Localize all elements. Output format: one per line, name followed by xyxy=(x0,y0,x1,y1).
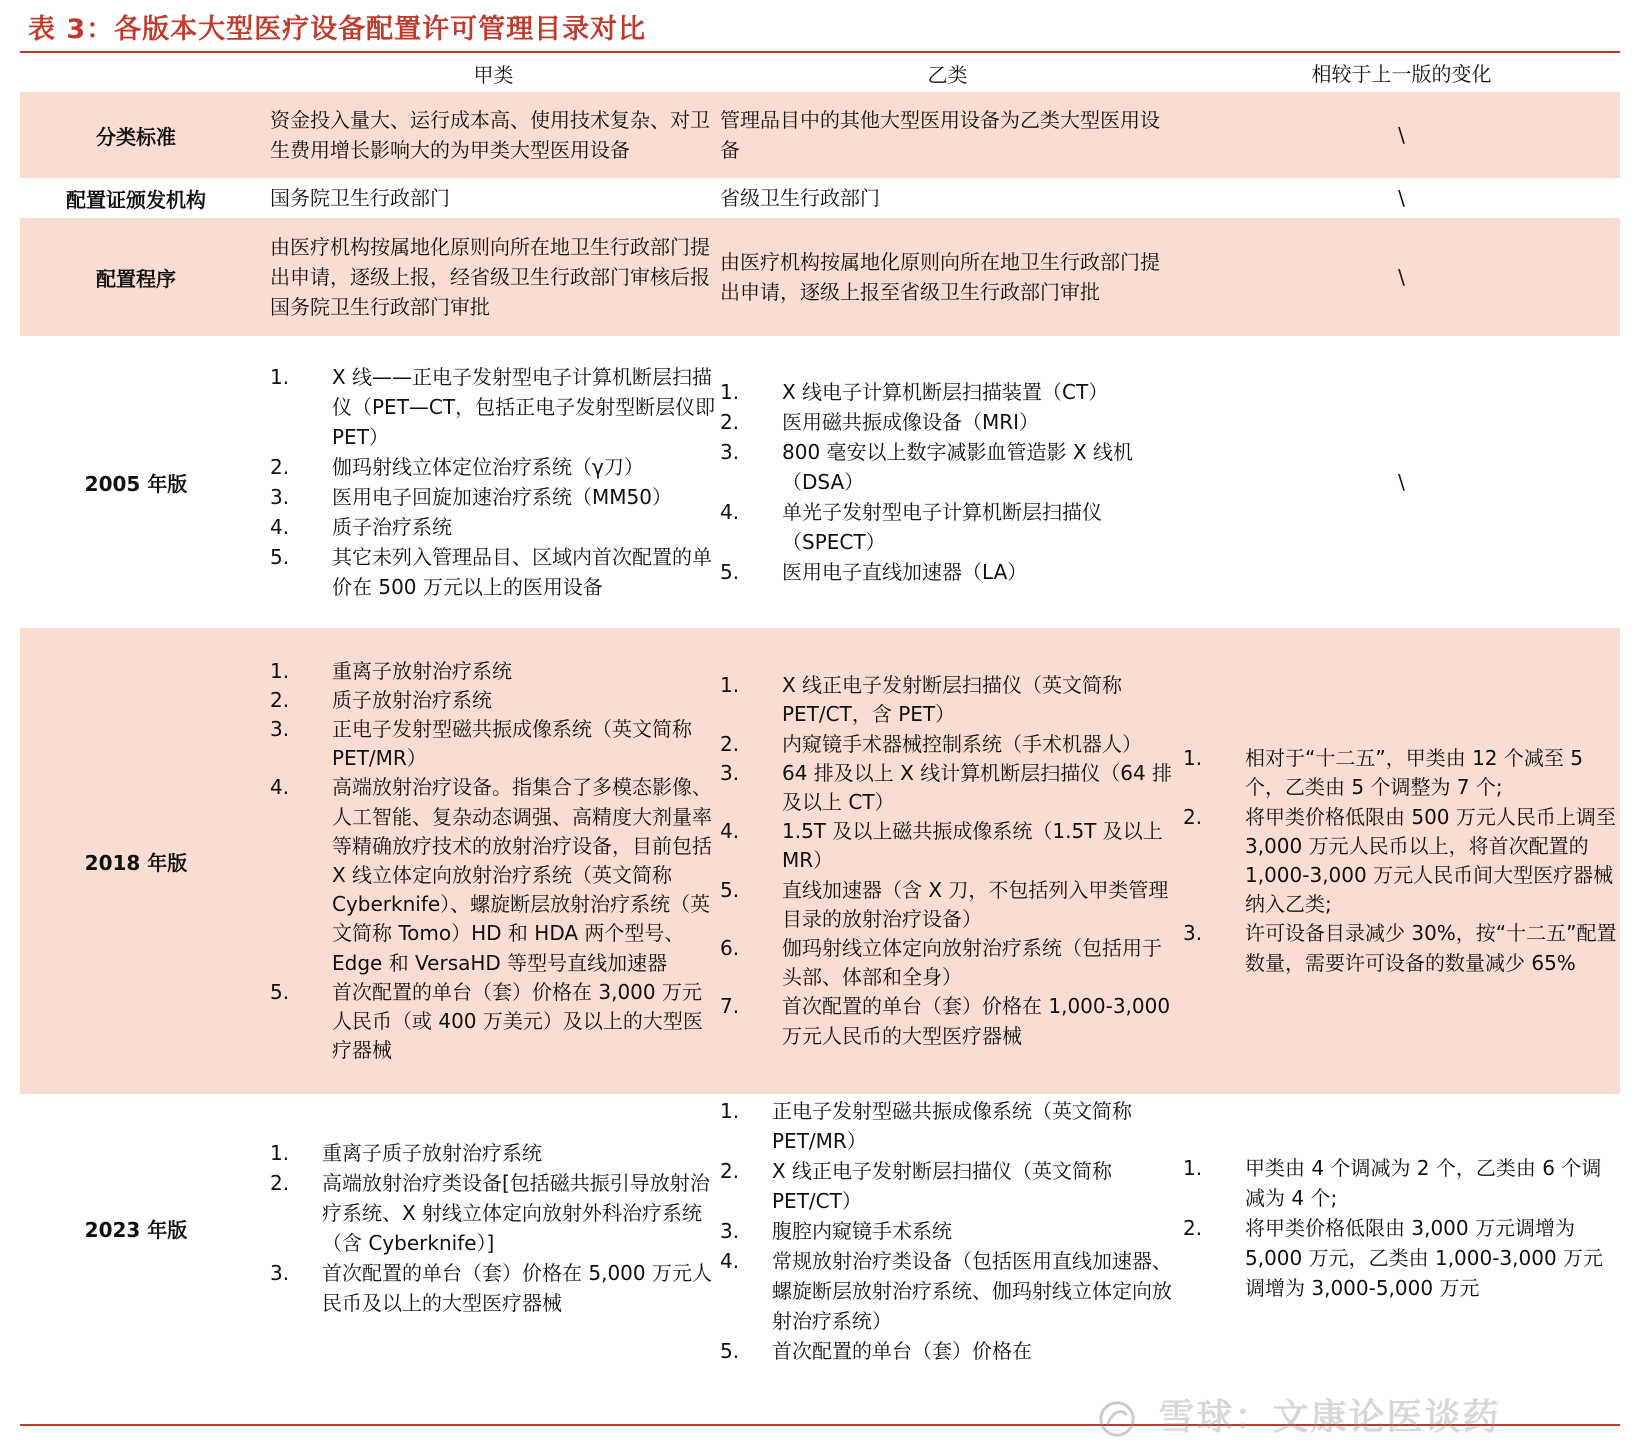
list-item: 5. 直线加速器（含 X 刀，不包括列入甲类管理目录的放射治疗设备） xyxy=(720,877,1169,931)
list-item: 5. 首次配置的单台（套）价格在 xyxy=(720,1339,1032,1363)
list-item: 1. 正电子发射型磁共振成像系统（英文简称 PET/MR） xyxy=(720,1099,1132,1153)
criteria-change: \ xyxy=(1398,123,1405,147)
v2023-change-list xyxy=(1183,1153,1620,1303)
header-jia: 甲类 xyxy=(473,62,514,87)
v2018-yi-list xyxy=(720,671,1175,1051)
list-item: 3. 800 毫安以上数字减影血管造影 X 线机（DSA） xyxy=(720,440,1133,494)
v2005-change: \ xyxy=(1398,470,1405,494)
list-item: 3. 医用电子回旋加速治疗系统（MM50） xyxy=(270,485,672,509)
procedure-change: \ xyxy=(1398,265,1405,289)
list-item: 5. 其它未列入管理品目、区域内首次配置的单价在 500 万元以上的医用设备 xyxy=(270,545,712,599)
v2018-yi-cell xyxy=(720,628,1175,1094)
list-item: 2. 内窥镜手术器械控制系统（手术机器人） xyxy=(720,731,1142,756)
table-title: 表 3：各版本大型医疗设备配置许可管理目录对比 xyxy=(28,14,647,45)
table-row-criteria xyxy=(20,92,1620,178)
list-item: 3. 首次配置的单台（套）价格在 5,000 万元人民币及以上的大型医疗器械 xyxy=(270,1261,712,1315)
list-item: 7. 首次配置的单台（套）价格在 1,000-3,000 万元人民币的大型医疗器械 xyxy=(720,994,1171,1048)
list-item: 1. X 线正电子发射断层扫描仪（英文简称 PET/CT，含 PET） xyxy=(720,673,1123,727)
table-row-2005 xyxy=(20,336,1620,628)
list-item: 2. 质子放射治疗系统 xyxy=(270,687,492,712)
list-item: 2. 伽玛射线立体定位治疗系统（γ刀） xyxy=(270,455,644,479)
row-label: 配置证颁发机构 xyxy=(66,187,206,212)
v2018-change-cell xyxy=(1183,628,1620,1094)
v2023-yi-cell xyxy=(720,1094,1175,1362)
list-item: 2. X 线正电子发射断层扫描仪（英文简称 PET/CT） xyxy=(720,1159,1113,1213)
list-item: 3. 腹腔内窥镜手术系统 xyxy=(720,1219,952,1243)
list-item: 1. X 线电子计算机断层扫描装置（CT） xyxy=(720,380,1109,404)
v2023-change-cell xyxy=(1183,1094,1620,1362)
list-item: 5. 医用电子直线加速器（LA） xyxy=(720,560,1028,584)
table-header-row xyxy=(20,54,1620,92)
table-row-2018 xyxy=(20,628,1620,1094)
v2005-jia-cell xyxy=(270,336,717,628)
list-item: 4. 单光子发射型电子计算机断层扫描仪（SPECT） xyxy=(720,500,1102,554)
v2023-jia-cell xyxy=(270,1094,717,1362)
criteria-yi: 管理品目中的其他大型医用设备为乙类大型医用设备 xyxy=(720,108,1160,162)
v2018-change-list xyxy=(1183,744,1620,978)
list-item: 6. 伽玛射线立体定向放射治疗系统（包括用于头部、体部和全身） xyxy=(720,936,1162,990)
v2005-jia-list xyxy=(270,362,717,602)
row-label: 2018 年版 xyxy=(84,850,188,875)
list-item: 3. 正电子发射型磁共振成像系统（英文简称 PET/MR） xyxy=(270,716,692,771)
table-row-procedure xyxy=(20,218,1620,336)
v2018-jia-cell xyxy=(270,628,717,1094)
list-item: 2. 将甲类价格低限由 500 万元人民币上调至 3,000 万元人民币以上，将首次配置的 1,000-3,000 万元人民币间大型医疗器械纳入乙类; xyxy=(1183,804,1616,917)
list-item: 2. 医用磁共振成像设备（MRI） xyxy=(720,410,1040,434)
list-item: 4. 常规放射治疗类设备（包括医用直线加速器、螺旋断层放射治疗系统、伽玛射线立体定向放射治疗系统） xyxy=(720,1249,1172,1333)
list-item: 1. 重离子放射治疗系统 xyxy=(270,658,512,683)
v2018-jia-list xyxy=(270,657,717,1066)
list-item: 4. 高端放射治疗设备。指集合了多模态影像、人工智能、复杂动态调强、高精度大剂量率等精确放疗技术的放射治疗设备，目前包括 X 线立体定向放射治疗系统（英文简称 Cyberknife）、螺旋断层放射治疗系统（英文简称 Tomo）HD 和 HDA 两个型号、Edge 和 VersaHD 等型号直线加速器 xyxy=(270,775,712,975)
v2023-jia-list xyxy=(270,1138,717,1318)
list-item: 3. 64 排及以上 X 线计算机断层扫描仪（64 排及以上 CT） xyxy=(720,760,1173,814)
list-item: 4. 1.5T 及以上磁共振成像系统（1.5T 及以上 MR） xyxy=(720,819,1163,873)
header-yi: 乙类 xyxy=(927,62,968,87)
v2023-yi-list xyxy=(720,1096,1175,1366)
header-empty xyxy=(20,54,252,92)
snowball-logo-icon xyxy=(1098,1400,1136,1438)
list-item: 1. 相对于“十二五”，甲类由 12 个减至 5 个，乙类由 5 个调整为 7 个; xyxy=(1183,746,1583,800)
issuer-jia: 国务院卫生行政部门 xyxy=(270,186,450,210)
header-change: 相较于上一版的变化 xyxy=(1311,62,1492,86)
list-item: 4. 质子治疗系统 xyxy=(270,515,452,539)
criteria-jia: 资金投入量大、运行成本高、使用技术复杂、对卫生费用增长影响大的为甲类大型医用设备 xyxy=(270,108,710,162)
table-row-issuer xyxy=(20,178,1620,218)
issuer-yi: 省级卫生行政部门 xyxy=(720,186,880,210)
watermark-text: 雪球：文康论医谈药 xyxy=(1158,1397,1501,1438)
procedure-yi: 由医疗机构按属地化原则向所在地卫生行政部门提出申请，逐级上报至省级卫生行政部门审批 xyxy=(720,250,1160,304)
watermark xyxy=(1098,1396,1598,1440)
list-item: 2. 高端放射治疗类设备[包括磁共振引导放射治疗系统、X 射线立体定向放射外科治疗系统（含 Cyberknife）] xyxy=(270,1171,710,1255)
v2005-yi-cell xyxy=(720,336,1175,628)
row-label: 2005 年版 xyxy=(84,471,188,496)
procedure-jia: 由医疗机构按属地化原则向所在地卫生行政部门提出申请，逐级上报，经省级卫生行政部门审核后报国务院卫生行政部门审批 xyxy=(270,235,710,319)
issuer-change: \ xyxy=(1398,186,1405,210)
list-item: 1. 甲类由 4 个调减为 2 个，乙类由 6 个调减为 4 个; xyxy=(1183,1156,1602,1210)
row-label: 分类标准 xyxy=(96,124,176,149)
list-item: 5. 首次配置的单台（套）价格在 3,000 万元人民币（或 400 万美元）及以上的大型医疗器械 xyxy=(270,979,703,1063)
list-item: 1. 重离子质子放射治疗系统 xyxy=(270,1141,542,1165)
list-item: 2. 将甲类价格低限由 3,000 万元调增为 5,000 万元，乙类由 1,000-3,000 万元调增为 3,000-5,000 万元 xyxy=(1183,1216,1604,1300)
list-item: 1. X 线——正电子发射型电子计算机断层扫描仪（PET—CT，包括正电子发射型断层仪即 PET） xyxy=(270,365,716,449)
list-item: 3. 许可设备目录减少 30%，按“十二五”配置数量，需要许可设备的数量减少 65% xyxy=(1183,921,1617,975)
v2005-yi-list xyxy=(720,377,1175,587)
row-label: 配置程序 xyxy=(96,266,176,291)
title-divider xyxy=(20,51,1620,53)
row-label: 2023 年版 xyxy=(84,1217,188,1242)
table-row-2023 xyxy=(20,1094,1620,1362)
